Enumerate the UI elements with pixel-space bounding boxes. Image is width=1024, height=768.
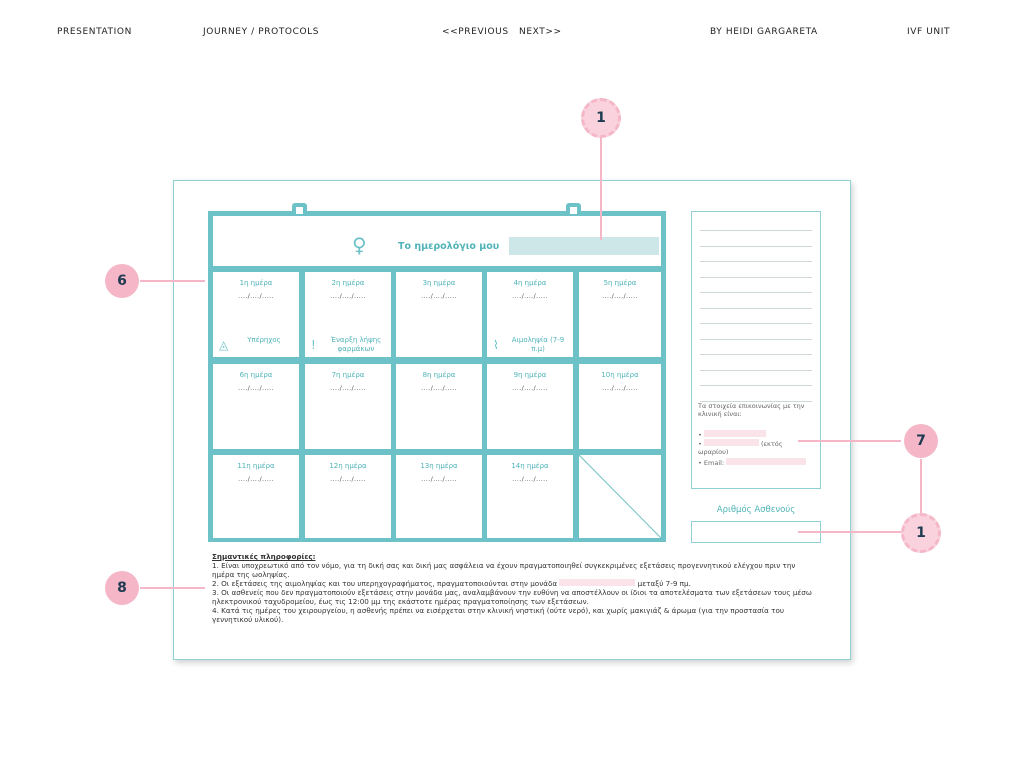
callout-line bbox=[798, 440, 901, 442]
day-date-field[interactable]: ..../..../..... bbox=[238, 384, 274, 392]
info-title: Σημαντικές πληροφορίες: bbox=[212, 552, 316, 561]
day-cell[interactable] bbox=[579, 364, 661, 449]
top-navigation bbox=[0, 27, 1024, 41]
email-label: Email: bbox=[703, 459, 725, 467]
day-cell[interactable] bbox=[579, 272, 661, 357]
note-line bbox=[700, 385, 812, 386]
day-date-field[interactable]: ..../..../..... bbox=[330, 292, 366, 300]
patient-name-field[interactable] bbox=[509, 237, 659, 255]
day-cell[interactable] bbox=[213, 364, 299, 449]
female-symbol-icon: ♀ bbox=[352, 233, 367, 257]
callout-badge-days: 6 bbox=[105, 264, 139, 298]
day-label: 12η ημέρα bbox=[329, 462, 367, 470]
day-label: 8η ημέρα bbox=[422, 371, 456, 379]
day-cell[interactable] bbox=[487, 364, 573, 449]
day-label: 10η ημέρα bbox=[601, 371, 639, 379]
day-label: 4η ημέρα bbox=[513, 279, 547, 287]
note-line bbox=[700, 354, 812, 355]
day-cell[interactable] bbox=[305, 455, 391, 538]
day-cell[interactable] bbox=[213, 455, 299, 538]
day-date-field[interactable]: ..../..../..... bbox=[512, 292, 548, 300]
day-note: Αιμοληψία (7-9 π.μ) bbox=[511, 336, 565, 353]
info-item-3: 3. Οι ασθενείς που δεν πραγματοποιούν εξετάσεις στην μονάδα μας, αναλαμβάνουν την ευθύνη να αποστέλλουν οι ίδιοι τα αποτελέσματα των εξετάσεων τους μέσω ηλεκτρονικού ταχυδρομείου, έως τις 12:00 μμ της εκάστοτε ημέρας πραγματοποίησης των εξετάσεων. bbox=[212, 588, 812, 606]
callout-line bbox=[140, 280, 205, 282]
callout-badge-contact: 7 bbox=[904, 424, 938, 458]
day-label: 11η ημέρα bbox=[237, 462, 275, 470]
diagonal-line-icon bbox=[579, 455, 661, 538]
info-item-2-a: 2. Οι εξετάσεις της αιμοληψίας και του υπερηχογραφήματος, πραγματοποιούνται στην μονάδα bbox=[212, 579, 558, 588]
callout-line bbox=[920, 459, 922, 514]
callout-line bbox=[600, 137, 602, 240]
nav-next-link[interactable]: NEXT>> bbox=[519, 27, 562, 37]
day-cell[interactable] bbox=[305, 272, 391, 357]
day-date-field[interactable]: ..../..../..... bbox=[602, 292, 638, 300]
day-date-field[interactable]: ..../..../..... bbox=[330, 384, 366, 392]
note-line bbox=[700, 246, 812, 247]
contact-phone-1: • bbox=[698, 430, 766, 439]
day-cell[interactable] bbox=[396, 272, 482, 357]
contact-phone-2: • (εκτός ωραρίου) bbox=[698, 440, 783, 456]
note-line bbox=[700, 277, 812, 278]
test-tube-icon: ⌇ bbox=[493, 338, 499, 352]
note-line bbox=[700, 292, 812, 293]
ultrasound-icon: ◬ bbox=[219, 338, 229, 352]
note-line bbox=[700, 370, 812, 371]
phone-suffix: (εκτός ωραρίου) bbox=[698, 440, 783, 456]
day-label: 6η ημέρα bbox=[239, 371, 273, 379]
note-line bbox=[700, 261, 812, 262]
day-label: 2η ημέρα bbox=[331, 279, 365, 287]
day-date-field[interactable]: ..../..../..... bbox=[512, 384, 548, 392]
note-line bbox=[700, 339, 812, 340]
exclamation-icon: ! bbox=[311, 338, 316, 352]
day-label: 7η ημέρα bbox=[331, 371, 365, 379]
day-label: 1η ημέρα bbox=[239, 279, 273, 287]
day-note: Υπέρηχος bbox=[247, 336, 281, 344]
info-item-2-b: μεταξύ 7-9 πμ. bbox=[637, 579, 691, 588]
day-date-field[interactable]: ..../..../..... bbox=[238, 475, 274, 483]
info-item-4: 4. Κατά τις ημέρες του χειρουργείου, η ασθενής πρέπει να εισέρχεται στην κλινική νηστική (ούτε νερό), και χωρίς μακιγιάζ & άρωμα (για την προστασία του γεννητικού υλικού). bbox=[212, 606, 785, 624]
important-info bbox=[212, 552, 818, 624]
day-date-field[interactable]: ..../..../..... bbox=[238, 292, 274, 300]
nav-previous-link[interactable]: <<PREVIOUS bbox=[442, 27, 509, 37]
day-cell[interactable] bbox=[487, 272, 573, 357]
day-date-field[interactable]: ..../..../..... bbox=[512, 475, 548, 483]
info-item-1: 1. Είναι υποχρεωτικό από τον νόμο, για τη δική σας και δική μας ασφάλεια να έχουν πραγματοποιηθεί συγκεκριμένες εξετάσεις προγεννητικού ελέγχου πριν την ημέρα της ωοληψίας. bbox=[212, 561, 796, 579]
callout-line bbox=[798, 531, 901, 533]
callout-badge-patient: 1 bbox=[901, 513, 941, 553]
day-cell[interactable] bbox=[305, 364, 391, 449]
day-date-field[interactable]: ..../..../..... bbox=[421, 292, 457, 300]
callout-line bbox=[140, 587, 205, 589]
day-date-field[interactable]: ..../..../..... bbox=[421, 475, 457, 483]
day-label: 3η ημέρα bbox=[422, 279, 456, 287]
day-label: 5η ημέρα bbox=[603, 279, 637, 287]
calendar-title: Το ημερολόγιο μου bbox=[398, 241, 500, 252]
note-line bbox=[700, 230, 812, 231]
contact-title: Τα στοιχεία επικοινωνίας με την κλινική είναι: bbox=[698, 402, 805, 418]
callout-badge-info: 8 bbox=[105, 571, 139, 605]
nav-unit: IVF UNIT bbox=[907, 27, 951, 37]
contact-email: • Email: bbox=[698, 458, 806, 467]
nav-journey-link[interactable]: JOURNEY / PROTOCOLS bbox=[203, 27, 320, 37]
day-cell[interactable] bbox=[213, 272, 299, 357]
note-line bbox=[700, 323, 812, 324]
nav-presentation-link[interactable]: PRESENTATION bbox=[57, 27, 132, 37]
nav-author: BY HEIDI GARGARETA bbox=[710, 27, 818, 37]
patient-number-label: Αριθμός Ασθενούς bbox=[716, 505, 796, 515]
day-cell[interactable] bbox=[487, 455, 573, 538]
info-item-2 bbox=[212, 579, 818, 588]
day-label: 13η ημέρα bbox=[420, 462, 458, 470]
day-note: Έναρξη λήψης φαρμάκων bbox=[330, 336, 382, 353]
day-label: 9η ημέρα bbox=[513, 371, 547, 379]
day-cell[interactable] bbox=[396, 455, 482, 538]
day-date-field[interactable]: ..../..../..... bbox=[602, 384, 638, 392]
day-cell[interactable] bbox=[396, 364, 482, 449]
day-date-field[interactable]: ..../..../..... bbox=[330, 475, 366, 483]
empty-day-cell bbox=[579, 455, 661, 538]
day-label: 14η ημέρα bbox=[511, 462, 549, 470]
callout-badge-top: 1 bbox=[581, 98, 621, 138]
note-line bbox=[700, 308, 812, 309]
day-date-field[interactable]: ..../..../..... bbox=[421, 384, 457, 392]
